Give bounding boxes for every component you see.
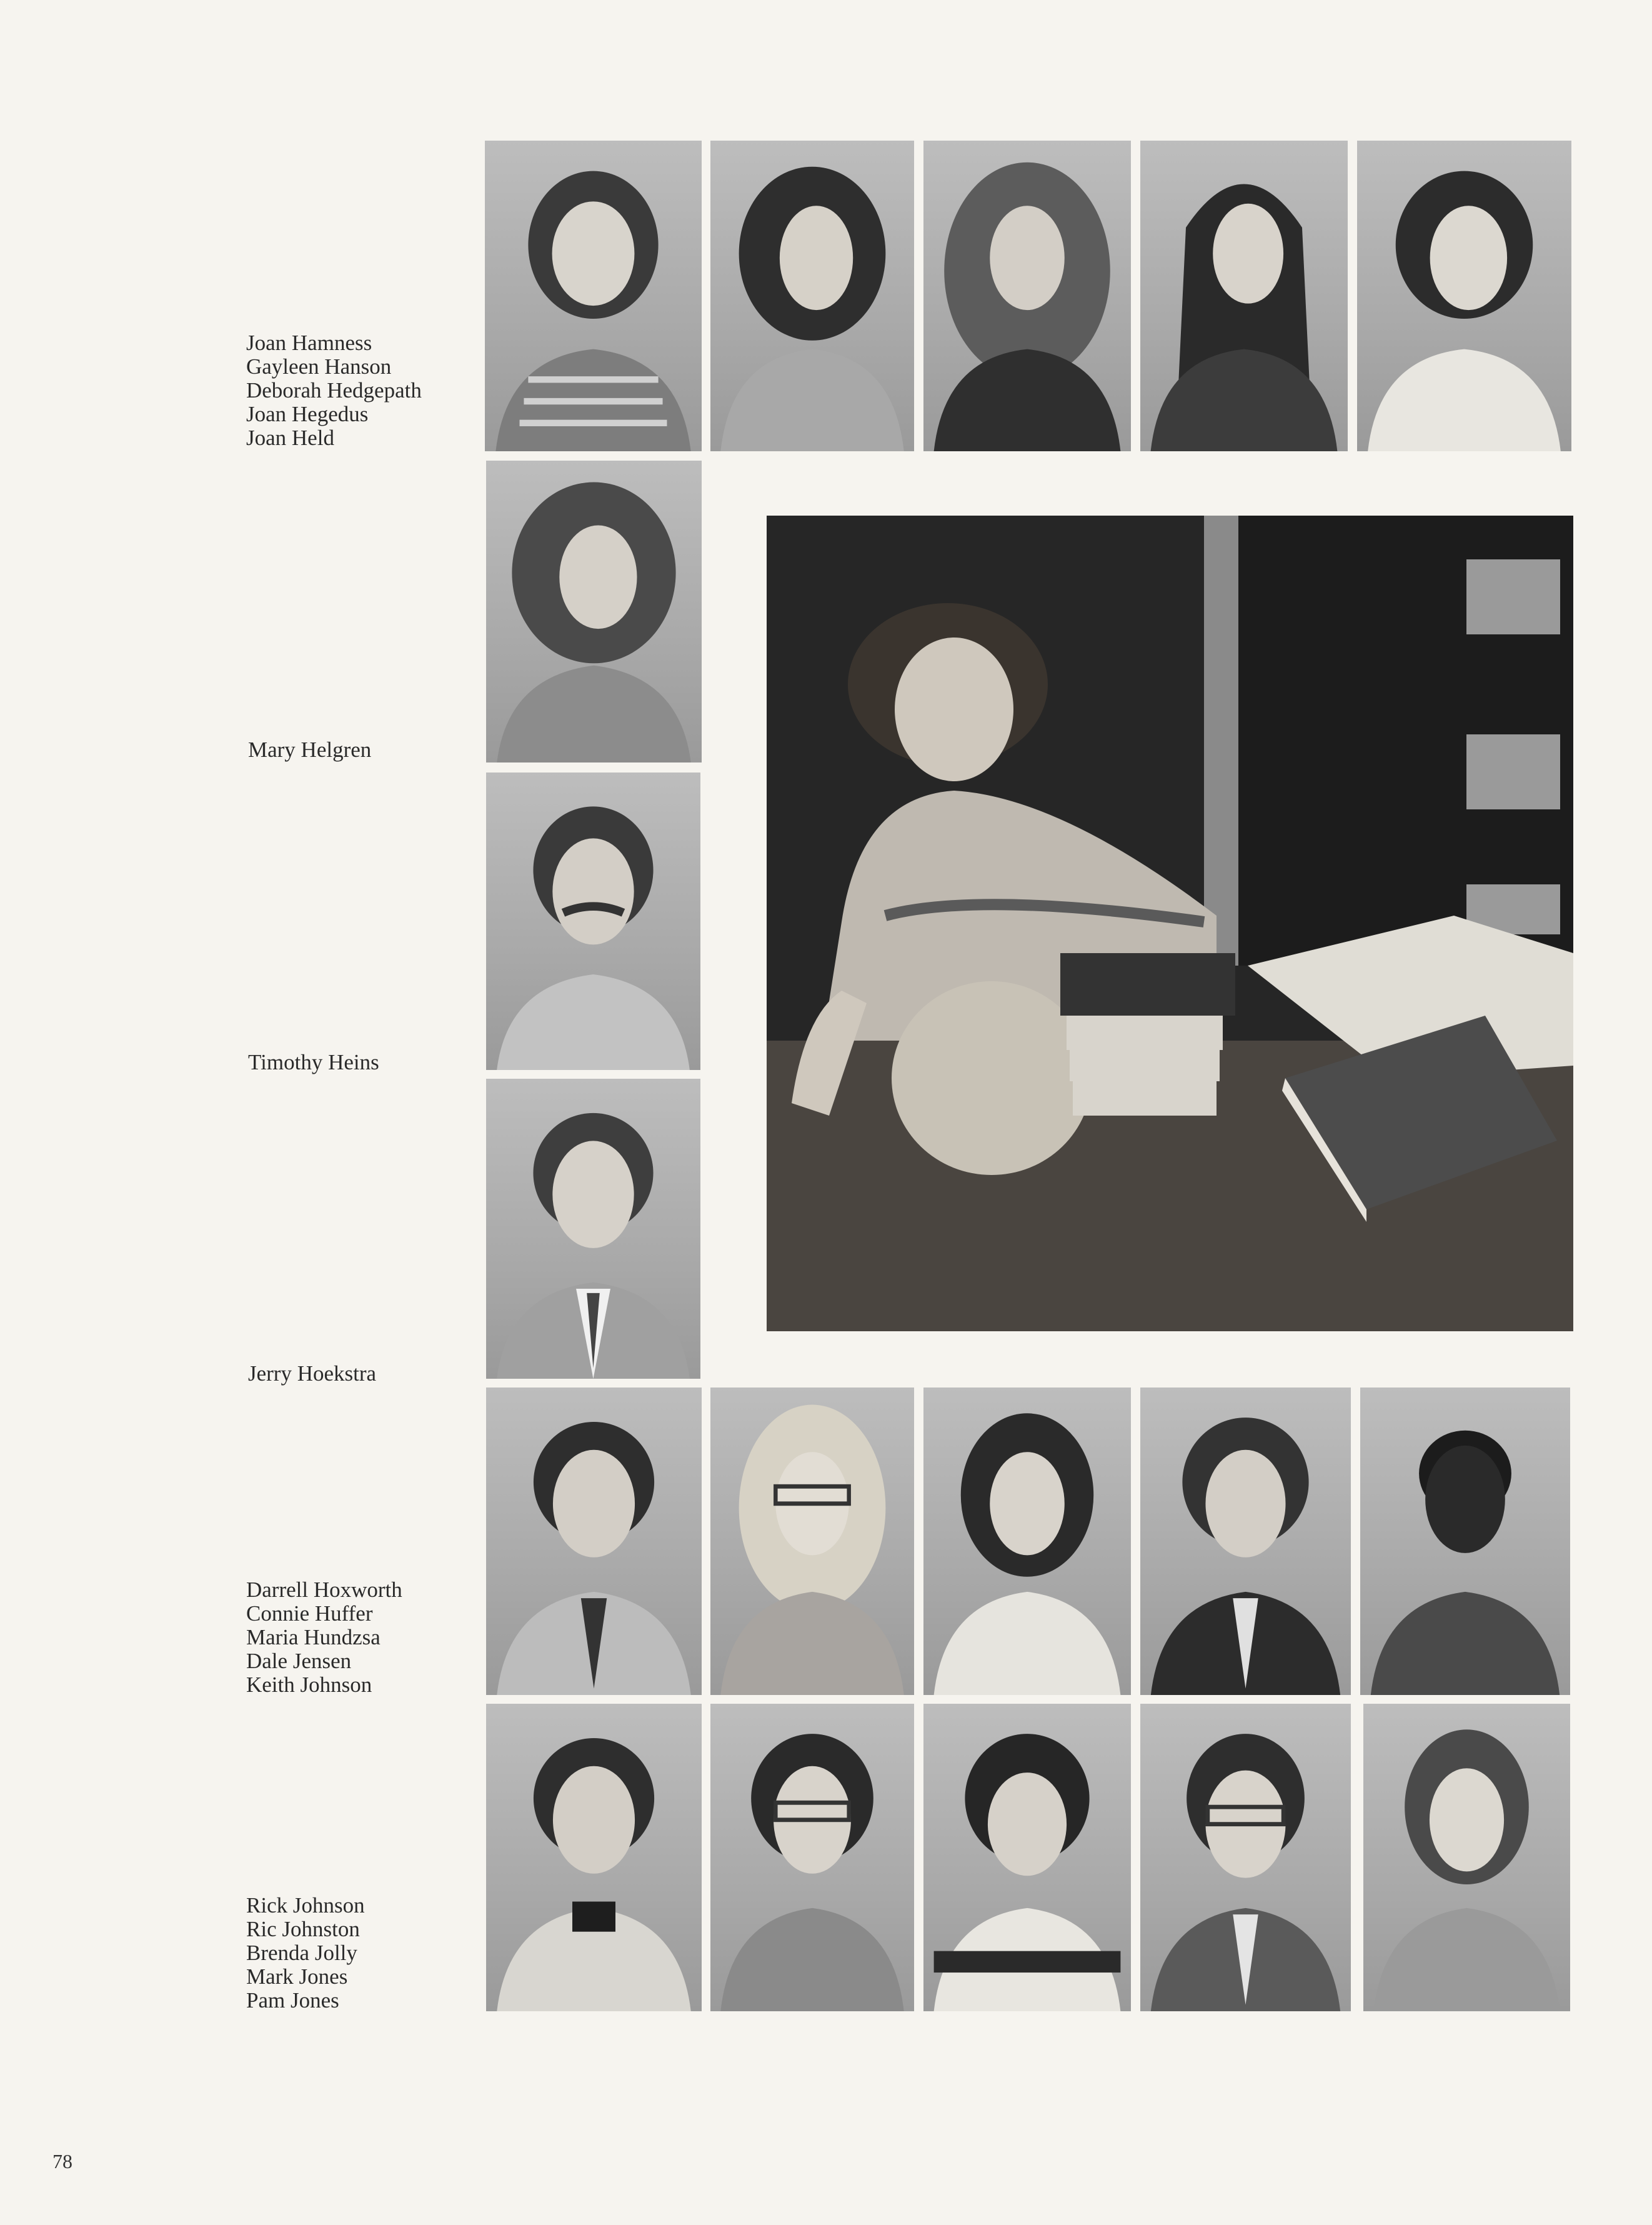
portrait-photo: [1357, 141, 1571, 451]
portrait-photo: [710, 141, 914, 451]
portrait-photo: [710, 1388, 914, 1695]
portrait-photo: [923, 141, 1131, 451]
student-name: Brenda Jolly: [246, 1941, 357, 1965]
name-list-row-4: [246, 1578, 402, 1697]
student-name: Ric Johnston: [246, 1917, 360, 1941]
portrait-photo: [1140, 1704, 1351, 2011]
name-list-row-1: [246, 331, 422, 450]
portrait-photo: [486, 772, 700, 1070]
student-name: Joan Hegedus: [246, 402, 369, 426]
student-name: Jerry Hoekstra: [248, 1361, 377, 1386]
student-name: Mary Helgren: [248, 738, 372, 762]
student-name: Rick Johnson: [246, 1893, 365, 1918]
student-name: Deborah Hedgepath: [246, 378, 422, 402]
portrait-photo: [1363, 1704, 1570, 2011]
portrait-photo: [923, 1704, 1131, 2011]
portrait-photo: [486, 1388, 702, 1695]
student-name: Pam Jones: [246, 1988, 339, 2012]
portrait-photo: [923, 1388, 1131, 1695]
portrait-photo: [486, 1704, 702, 2011]
student-name: Maria Hundzsa: [246, 1625, 381, 1649]
portrait-photo: [1140, 141, 1348, 451]
student-name: Dale Jensen: [246, 1649, 352, 1673]
portrait-photo: [486, 461, 702, 762]
student-name: Connie Huffer: [246, 1601, 373, 1626]
portrait-photo: [710, 1704, 914, 2011]
student-name: Mark Jones: [246, 1964, 348, 1989]
portrait-photo: [485, 141, 702, 451]
candid-photo: [767, 516, 1573, 1331]
student-name: Gayleen Hanson: [246, 354, 392, 379]
portrait-photo: [1140, 1388, 1351, 1695]
student-name: Timothy Heins: [248, 1050, 379, 1074]
student-name: Darrell Hoxworth: [246, 1578, 402, 1602]
student-name: Keith Johnson: [246, 1672, 372, 1697]
page-number: 78: [52, 2150, 72, 2172]
portrait-photo: [486, 1079, 700, 1379]
student-name: Joan Hamness: [246, 331, 372, 355]
student-name: Joan Held: [246, 426, 334, 450]
portrait-photo: [1360, 1388, 1570, 1695]
name-list-row-5: [246, 1894, 365, 2012]
